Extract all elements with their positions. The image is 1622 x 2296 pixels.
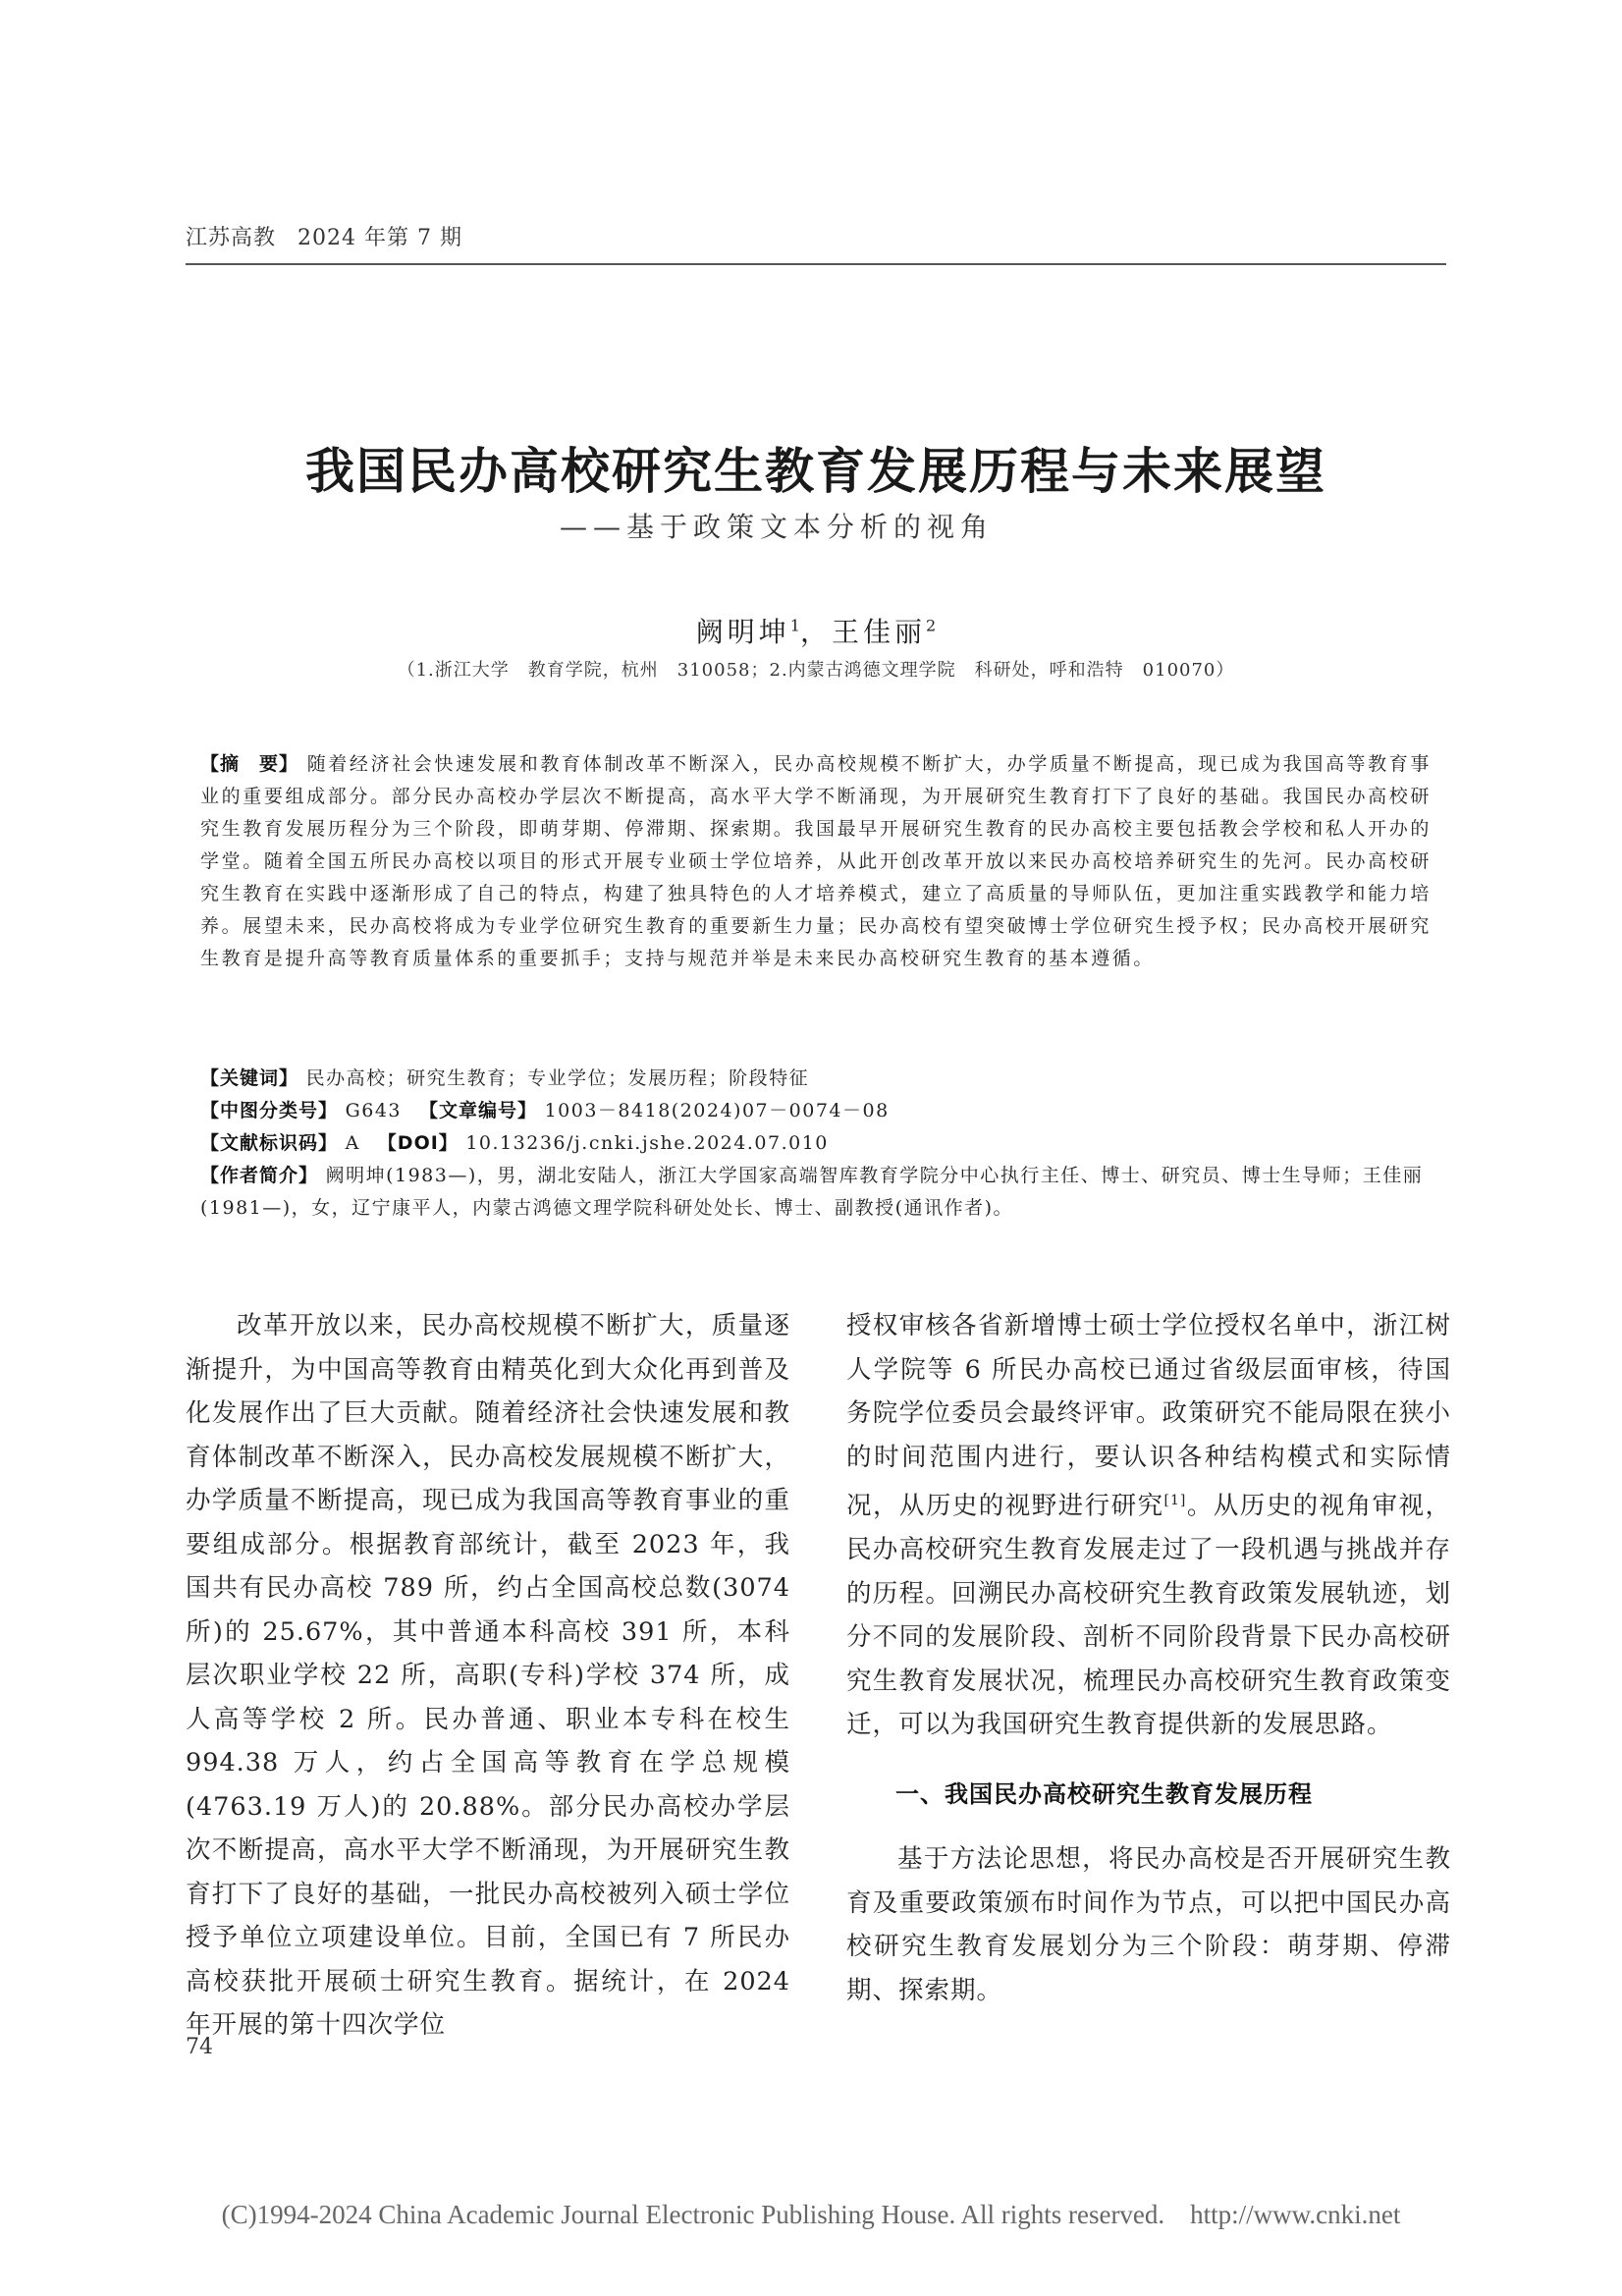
clc-value: G643	[345, 1100, 403, 1121]
doi-value: 10.13236/j.cnki.jshe.2024.07.010	[465, 1132, 829, 1154]
copyright-footer	[0, 2200, 1622, 2230]
author-2: 王佳丽	[832, 616, 927, 648]
article-number-value: 1003－8418(2024)07－0074－08	[544, 1100, 890, 1121]
author-1: 阙明坤	[695, 616, 790, 648]
doc-code-value: A	[345, 1132, 360, 1154]
doc-code-label: 【文献标识码】	[200, 1132, 339, 1154]
running-header	[186, 221, 462, 251]
body-column-right	[846, 1304, 1451, 2012]
issue-label: 2024 年第 7 期	[297, 226, 462, 250]
journal-name: 江苏高教	[186, 226, 277, 250]
header-rule	[186, 263, 1446, 265]
article-number-label: 【文章编号】	[419, 1100, 538, 1121]
clc-label: 【中图分类号】	[200, 1100, 339, 1121]
author-separator: ，	[799, 616, 832, 648]
author-1-affil-mark: 1	[789, 616, 800, 635]
citation-ref: [1]	[1163, 1493, 1187, 1508]
body-column-left	[186, 1304, 790, 2048]
abstract-label: 【摘 要】	[200, 753, 299, 775]
abstract-text: 随着经济社会快速发展和教育体制改革不断深入，民办高校规模不断扩大，办学质量不断提高，现已成为我国高等教育事业的重要组成部分。部分民办高校办学层次不断提高，高水平大学不断涌现，为开展研究生教育打下了良好的基础。我国民办高校研究生教育发展历程分为三个阶段，即萌芽期、停滞期、探索期。我国最早开展研究生教育的民办高校主要包括教会学校和私人开办的学堂。随着全国五所民办高校以项目的形式开展专业硕士学位培养，从此开创改革开放以来民办高校培养研究生的先河。民办高校研究生教育在实践中逐渐形成了自己的特点，构建了独具特色的人才培养模式，建立了高质量的导师队伍，更加注重实践教学和能力培养。展望未来，民办高校将成为专业学位研究生教育的重要新生力量；民办高校有望突破博士学位研究生授予权；民办高校开展研究生教育是提升高等教育质量体系的重要抓手；支持与规范并举是未来民办高校研究生教育的基本遵循。	[200, 753, 1432, 969]
document-id-row	[200, 1127, 1432, 1160]
keywords-text: 民办高校；研究生教育；专业学位；发展历程；阶段特征	[305, 1067, 810, 1089]
article-subtitle: ——基于政策文本分析的视角	[560, 511, 995, 543]
author-bio-text: 阙明坤(1983—)，男，湖北安陆人，浙江大学国家高端智库教育学院分中心执行主任、博士、研究员、博士生导师；王佳丽(1981—)，女，辽宁康平人，内蒙古鸿德文理学院科研处处长、博士、副教授(通讯作者)。	[200, 1165, 1424, 1219]
keywords-label: 【关键词】	[200, 1067, 299, 1089]
abstract-block	[200, 748, 1432, 975]
body-text: 授权审核各省新增博士硕士学位授权名单中，浙江树人学院等 6 所民办高校已通过省级层面审核，待国务院学位委员会最终评审。政策研究不能局限在狭小的时间范围内进行，要认识各种结构模式和实际情况，从历史的视野进行研究	[846, 1311, 1451, 1521]
doi-label: 【DOI】	[377, 1132, 459, 1154]
article-title: 我国民办高校研究生教育发展历程与未来展望	[305, 443, 1326, 500]
author-line	[186, 611, 1446, 650]
affiliation: （1.浙江大学 教育学院，杭州 310058；2.内蒙古鸿德文理学院 科研处，呼和浩特 010070）	[397, 660, 1235, 681]
keywords-row	[200, 1063, 1432, 1095]
page-number: 74	[186, 2035, 213, 2059]
author-2-affil-mark: 2	[926, 616, 937, 635]
author-bio-label: 【作者简介】	[200, 1165, 319, 1186]
footer-url: http://www.cnki.net	[1190, 2200, 1401, 2229]
body-paragraph: 基于方法论思想，将民办高校是否开展研究生教育及重要政策颁布时间作为节点，可以把中国民办高校研究生教育发展划分为三个阶段：萌芽期、停滞期、探索期。	[846, 1844, 1451, 2005]
author-bio-row	[200, 1160, 1432, 1225]
copyright-text: (C)1994-2024 China Academic Journal Electronic Publishing House. All rights reserved.	[221, 2200, 1165, 2229]
section-heading: 一、我国民办高校研究生教育发展历程	[895, 1779, 1313, 1808]
body-paragraph	[846, 1304, 1451, 1747]
classification-row	[200, 1095, 1432, 1127]
body-text: 。从历史的视角审视，民办高校研究生教育发展走过了一段机遇与挑战并存的历程。回溯民办高校研究生教育政策发展轨迹，划分不同的发展阶段、剖析不同阶段背景下民办高校研究生教育发展状况，梳理民办高校研究生教育政策变迁，可以为我国研究生教育提供新的发展思路。	[846, 1491, 1451, 1739]
body-paragraph: 改革开放以来，民办高校规模不断扩大，质量逐渐提升，为中国高等教育由精英化到大众化再到普及化发展作出了巨大贡献。随着经济社会快速发展和教育体制改革不断深入，民办高校发展规模不断扩大，办学质量不断提高，现已成为我国高等教育事业的重要组成部分。根据教育部统计，截至 2023 年，我国共有民办高校 789 所，约占全国高校总数(3074 所)的 25.67%，其中普通本科高校 391 所，本科层次职业学校 22 所，高职(专科)学校 374 所，成人高等学校 2 所。民办普通、职业本专科在校生 994.38 万人，约占全国高等教育在学总规模(4763.19 万人)的 20.88%。部分民办高校办学层次不断提高，高水平大学不断涌现，为开展研究生教育打下了良好的基础，一批民办高校被列入硕士学位授予单位立项建设单位。目前，全国已有 7 所民办高校获批开展硕士研究生教育。据统计，在 2024 年开展的第十四次学位	[186, 1311, 790, 2040]
